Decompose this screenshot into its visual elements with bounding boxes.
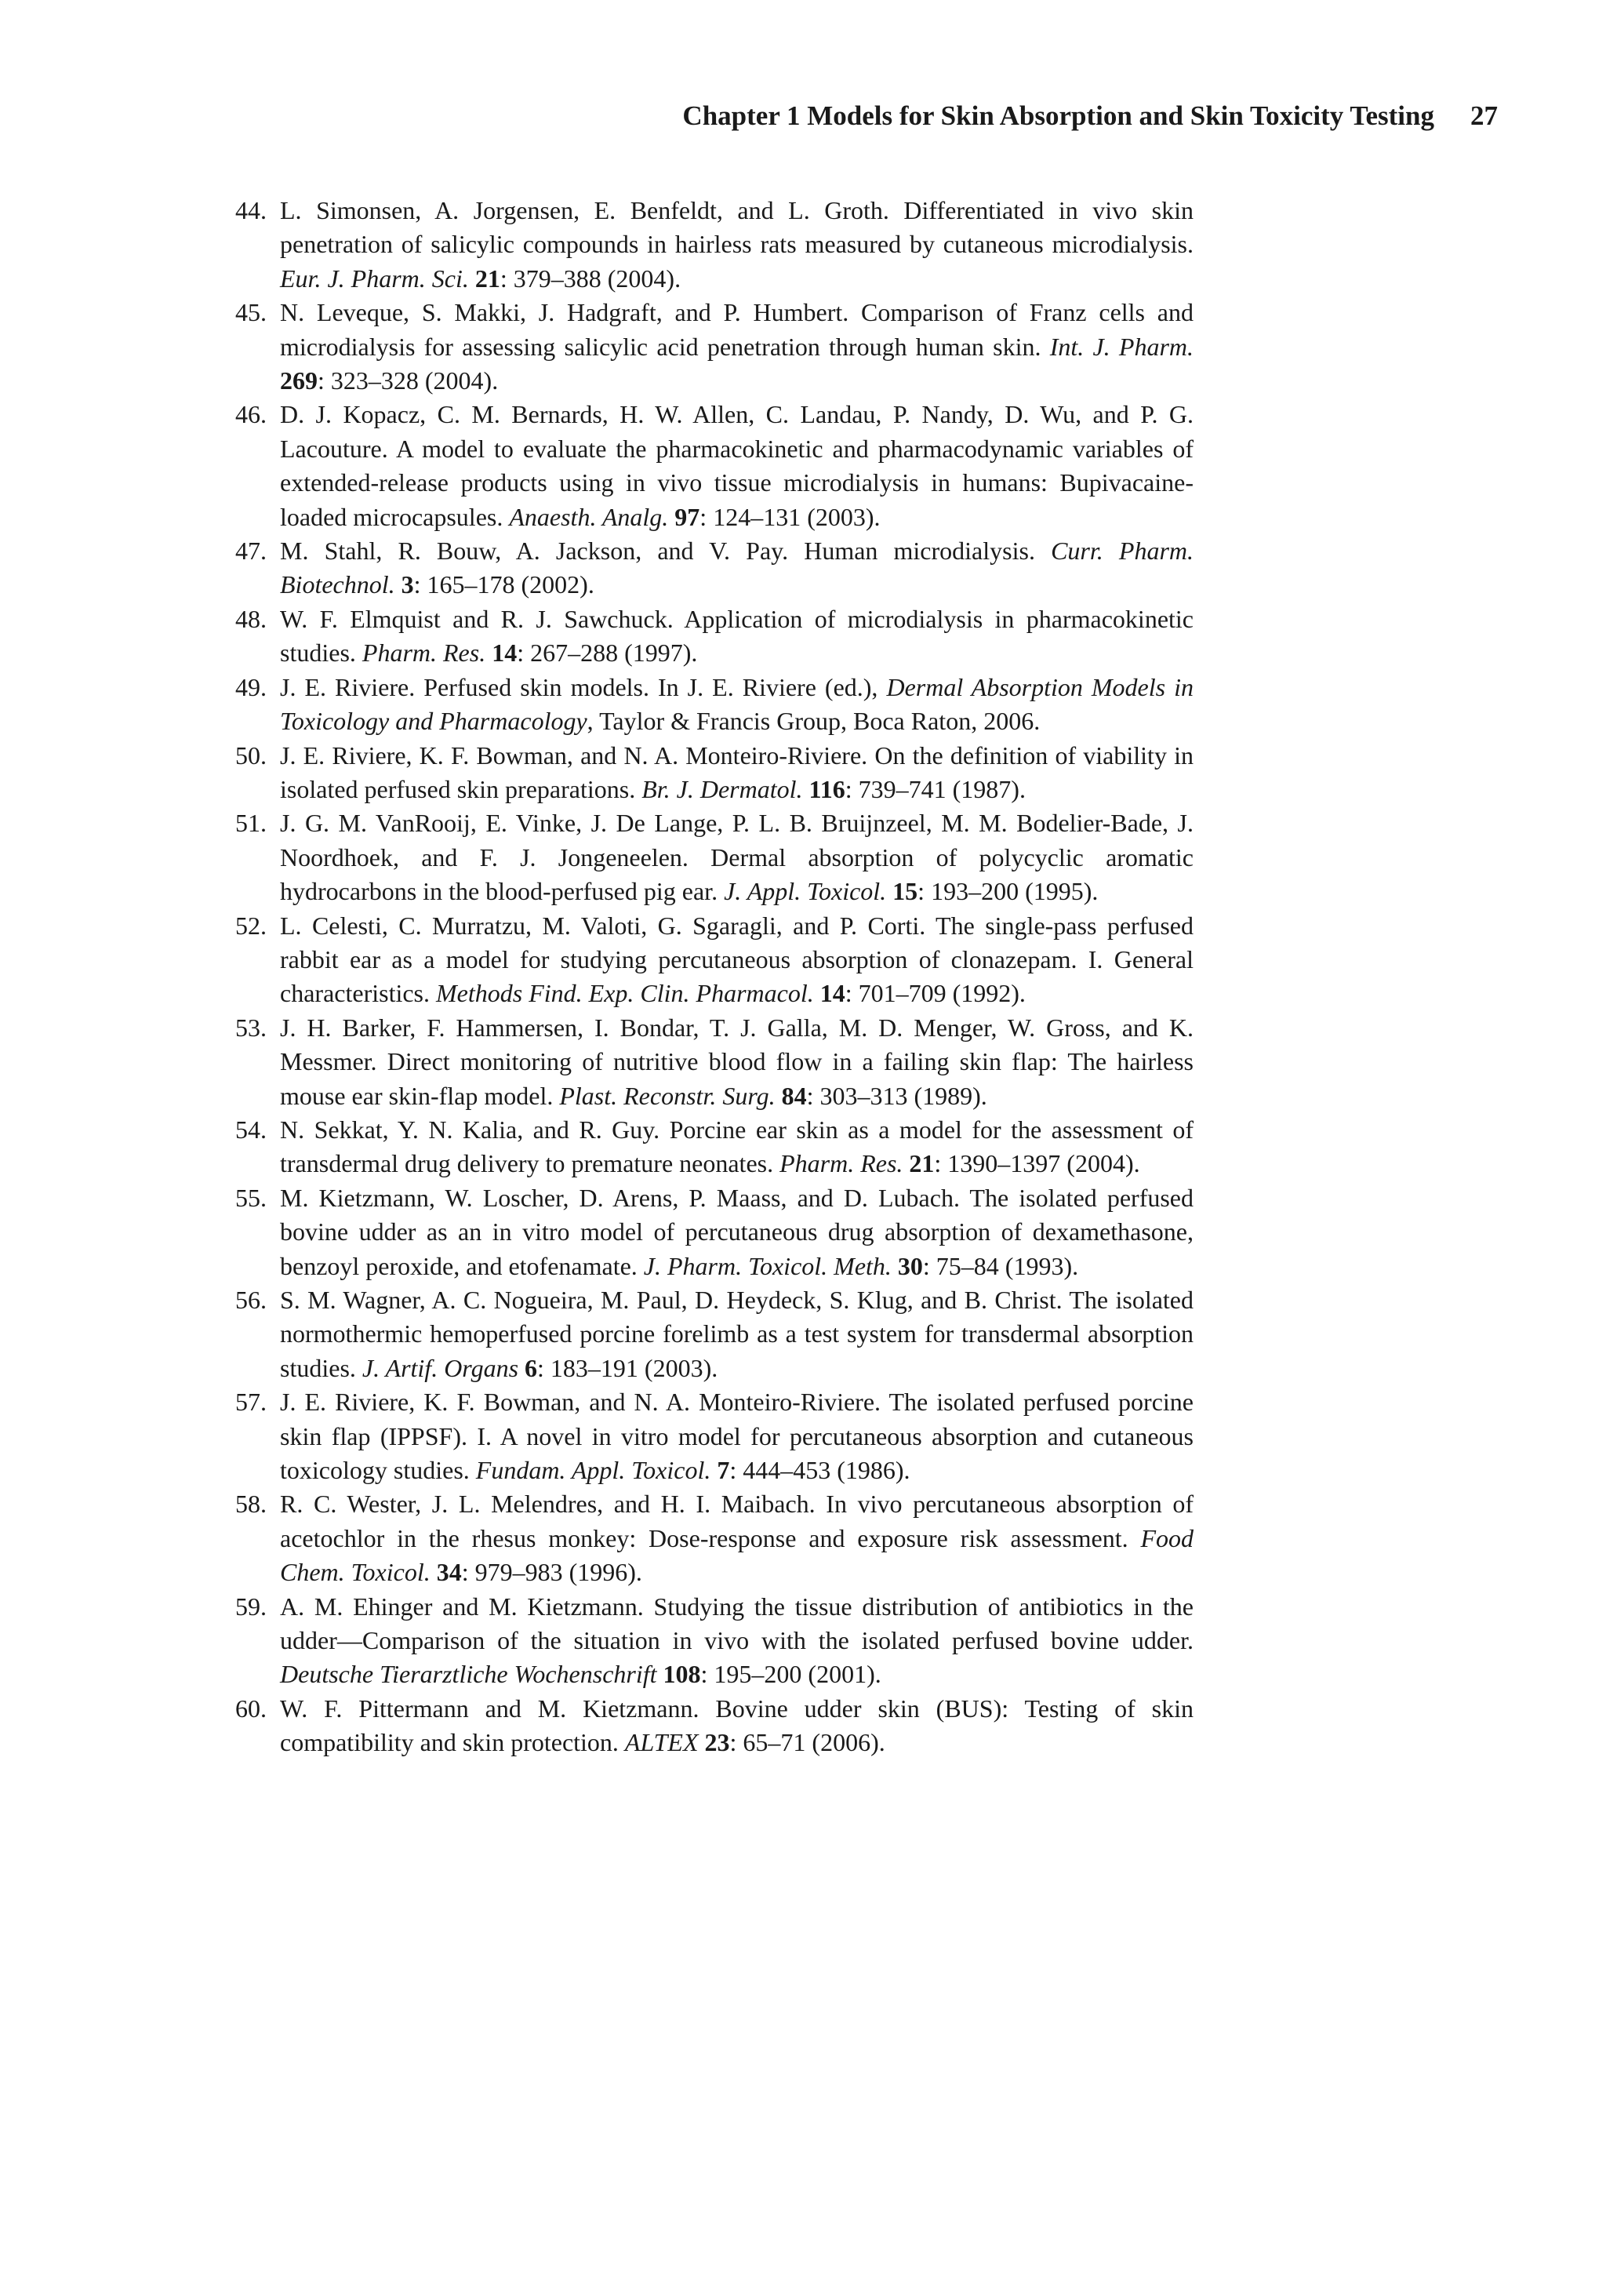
reference-number: 48. [235,604,267,633]
reference-volume: 108 [663,1660,701,1689]
reference-authors-title: R. C. Wester, J. L. Melendres, and H. I. Maibach. In vivo percutaneous absorption of acetochlor in the rhesus monkey: Dose-response and exposure risk assessment. [280,1490,1194,1552]
reference-number: 60. [235,1694,267,1723]
reference-separator [469,264,475,293]
reference-text [267,1487,1194,1589]
reference-entry [210,1113,1194,1181]
reference-authors-title: D. J. Kopacz, C. M. Bernards, H. W. Allen, C. Landau, P. Nandy, D. Wu, and P. G. Lacouture. A model to evaluate the pharmacokinetic and pharmacodynamic variables of extended-release products using in vivo tissue microdialysis in humans: Bupivacaine-loaded microcapsules. [280,400,1194,531]
reference-authors-title: J. H. Barker, F. Hammersen, I. Bondar, T. J. Galla, M. D. Menger, W. Gross, and K. Messmer. Direct monitoring of nutritive blood flow in a failing skin flap: The hairless mouse ear skin-flap model. [280,1013,1194,1110]
reference-entry [210,1692,1194,1760]
reference-authors-title: J. E. Riviere. Perfused skin models. In J. E. Riviere (ed.), [280,672,887,701]
reference-authors-title: J. G. M. VanRooij, E. Vinke, J. De Lange, P. L. B. Bruijnzeel, M. M. Bodelier-Bade, J. Noordhoek, and F. J. Jongeneelen. Dermal absorption of polycyclic aromatic hydrocarbons in the blood-perfused pig ear. [280,809,1194,906]
reference-number: 56. [235,1286,267,1314]
reference-volume: 14 [492,639,518,668]
reference-entry [210,1590,1194,1692]
reference-authors-title: L. Celesti, C. Murratzu, M. Valoti, G. Sgaragli, and P. Corti. The single-pass perfused rabbit ear as a model for studying percutaneous absorption of clonazepam. I. General characteristics. [280,911,1194,1008]
reference-pages-year: : 444–453 (1986). [729,1456,910,1485]
reference-volume: 30 [897,1251,923,1280]
reference-pages-year: : 183–191 (2003). [537,1353,718,1382]
reference-journal: J. Appl. Toxicol. [724,877,887,906]
reference-text [267,1385,1194,1487]
reference-number: 52. [235,911,267,940]
reference-authors-title: W. F. Elmquist and R. J. Sawchuck. Application of microdialysis in pharmacokinetic studies. [280,604,1194,668]
reference-pages-year: : 379–388 (2004). [500,264,681,293]
reference-separator [431,1558,437,1586]
reference-pages-year: : 124–131 (2003). [699,502,881,531]
reference-entry [210,296,1194,398]
reference-number: 45. [235,298,267,327]
reference-pages-year: : 75–84 (1993). [922,1251,1079,1280]
reference-journal: Dermal Absorption Models in Toxicology and Pharmacology [280,672,1194,736]
reference-number: 46. [235,400,267,429]
reference-authors-title: J. E. Riviere, K. F. Bowman, and N. A. Monteiro-Riviere. The isolated perfused porcine skin flap (IPPSF). I. A novel in vitro model for percutaneous absorption and cutaneous toxicology studies. [280,1388,1194,1485]
reference-volume: 34 [436,1558,462,1587]
reference-journal: J. Artif. Organs [362,1353,519,1382]
reference-separator [892,1252,898,1280]
reference-separator [657,1660,663,1688]
reference-journal: Pharm. Res. [362,639,486,668]
reference-authors-title: W. F. Pittermann and M. Kietzmann. Bovine udder skin (BUS): Testing of skin compatibility and skin protection. [280,1694,1194,1757]
reference-entry [210,1181,1194,1283]
reference-pages-year: : 323–328 (2004). [318,366,499,395]
reference-volume: 15 [892,877,918,906]
reference-pages-year: : 193–200 (1995). [917,877,1099,906]
reference-pages-year: : 303–313 (1989). [806,1081,987,1110]
reference-pages-year: : 979–983 (1996). [461,1558,642,1587]
reference-text [267,1692,1194,1760]
reference-volume: 7 [717,1456,730,1485]
reference-text [267,806,1194,908]
reference-volume: 269 [280,366,318,395]
reference-journal: Fundam. Appl. Toxicol. [475,1456,711,1485]
reference-journal: J. Pharm. Toxicol. Meth. [643,1251,892,1280]
reference-journal: ALTEX [624,1728,699,1757]
reference-journal: Br. J. Dermatol. [641,774,803,803]
reference-text [267,1283,1194,1385]
reference-entry [210,1011,1194,1113]
reference-list [210,194,1194,1760]
reference-text [267,1181,1194,1283]
reference-text [267,671,1194,739]
reference-number: 44. [235,196,267,224]
reference-authors-title: J. E. Riviere, K. F. Bowman, and N. A. Monteiro-Riviere. On the definition of viability in isolated perfused skin preparations. [280,740,1194,803]
reference-pages-year: : 1390–1397 (2004). [934,1149,1140,1178]
reference-volume: 23 [704,1728,730,1757]
reference-volume: 3 [401,570,414,599]
reference-authors-title: N. Leveque, S. Makki, J. Hadgraft, and P. Humbert. Comparison of Franz cells and microdialysis for assessing salicylic acid penetration through human skin. [280,298,1194,361]
reference-volume: 21 [909,1149,935,1178]
reference-text [267,602,1194,671]
reference-separator [485,639,492,667]
reference-authors-title: L. Simonsen, A. Jorgensen, E. Benfeldt, and L. Groth. Differentiated in vivo skin penetration of salicylic compounds in hairless rats measured by cutaneous microdialysis. [280,196,1194,259]
page-header [682,100,1498,132]
running-title: Chapter 1 Models for Skin Absorption and Skin Toxicity Testing [682,100,1434,131]
reference-entry [210,909,1194,1011]
reference-entry [210,1385,1194,1487]
reference-number: 53. [235,1013,267,1042]
reference-number: 55. [235,1183,267,1212]
reference-journal: Eur. J. Pharm. Sci. [280,264,469,293]
reference-text [267,909,1194,1011]
reference-pages-year: , Taylor & Francis Group, Boca Raton, 2006. [587,707,1041,736]
reference-authors-title: M. Kietzmann, W. Loscher, D. Arens, P. Maass, and D. Lubach. The isolated perfused bovine udder as an in vitro model of percutaneous drug absorption of dexamethasone, benzoyl peroxide, and etofenamate. [280,1183,1194,1280]
reference-separator [518,1354,525,1382]
reference-pages-year: : 267–288 (1997). [517,639,698,668]
reference-journal: Deutsche Tierarztliche Wochenschrift [280,1660,657,1689]
reference-separator [776,1082,782,1110]
reference-separator [803,775,809,803]
reference-separator [814,979,820,1007]
reference-journal: Food Chem. Toxicol. [280,1523,1194,1587]
reference-pages-year: : 195–200 (2001). [700,1660,881,1689]
reference-entry [210,671,1194,739]
reference-entry [210,1283,1194,1385]
reference-journal: Anaesth. Analg. [509,502,669,531]
reference-volume: 6 [525,1353,538,1382]
reference-journal: Pharm. Res. [779,1149,903,1178]
reference-separator [395,570,402,599]
reference-entry [210,739,1194,807]
reference-journal: Int. J. Pharm. [1049,332,1194,361]
reference-number: 54. [235,1115,267,1144]
reference-text [267,398,1194,534]
reference-pages-year: : 739–741 (1987). [845,774,1026,803]
reference-text [267,1113,1194,1181]
reference-text [267,1590,1194,1692]
reference-volume: 116 [808,774,845,803]
reference-entry [210,534,1194,602]
reference-text [267,194,1194,296]
reference-number: 47. [235,537,267,566]
reference-number: 51. [235,809,267,838]
reference-volume: 97 [674,502,700,531]
reference-separator [699,1728,705,1756]
reference-volume: 84 [781,1081,807,1110]
reference-text [267,296,1194,398]
reference-number: 50. [235,740,267,770]
reference-pages-year: : 165–178 (2002). [413,570,594,599]
reference-text [267,534,1194,602]
reference-separator [886,877,892,905]
reference-volume: 21 [474,264,500,293]
reference-number: 57. [235,1388,267,1417]
reference-number: 49. [235,672,267,701]
page-number: 27 [1470,100,1498,131]
reference-authors-title: M. Stahl, R. Bouw, A. Jackson, and V. Pay. Human microdialysis. [280,537,1052,566]
reference-journal: Curr. Pharm. Biotechnol. [280,537,1194,599]
reference-entry [210,602,1194,671]
reference-journal: Plast. Reconstr. Surg. [559,1081,776,1110]
reference-entry [210,806,1194,908]
reference-pages-year: : 65–71 (2006). [729,1728,885,1757]
reference-volume: 14 [819,979,845,1008]
reference-entry [210,398,1194,534]
reference-pages-year: : 701–709 (1992). [845,979,1026,1008]
reference-journal: Methods Find. Exp. Clin. Pharmacol. [436,979,814,1008]
reference-entry [210,1487,1194,1589]
reference-text [267,739,1194,807]
reference-authors-title: N. Sekkat, Y. N. Kalia, and R. Guy. Porcine ear skin as a model for the assessment of transdermal drug delivery to premature neonates. [280,1115,1194,1178]
reference-number: 59. [235,1592,267,1621]
reference-text [267,1011,1194,1113]
reference-entry [210,194,1194,296]
reference-authors-title: S. M. Wagner, A. C. Nogueira, M. Paul, D. Heydeck, S. Klug, and B. Christ. The isolated normothermic hemoperfused porcine forelimb as a test system for transdermal absorption studies. [280,1286,1194,1382]
reference-number: 58. [235,1490,267,1519]
reference-authors-title: A. M. Ehinger and M. Kietzmann. Studying the tissue distribution of antibiotics in the udder—Comparison of the situation in vivo with the isolated perfused bovine udder. [280,1592,1194,1655]
